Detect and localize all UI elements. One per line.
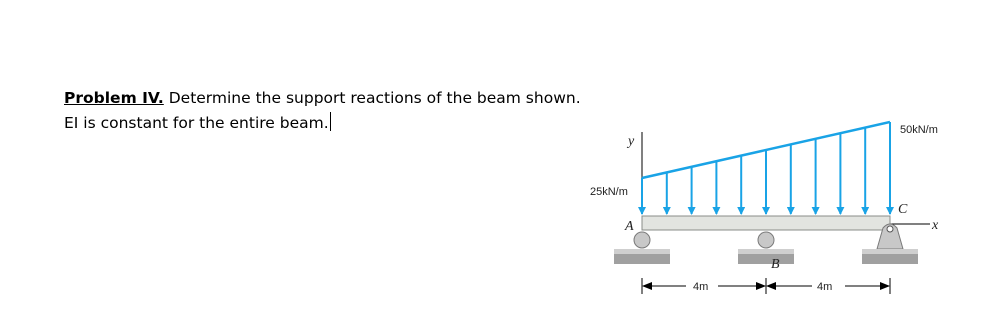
x-axis-label: x (932, 218, 939, 233)
roller-support-a (614, 232, 670, 264)
pin-c-hole (887, 226, 893, 232)
y-axis-label: y (628, 134, 635, 149)
ground-b-top (738, 249, 794, 254)
ground-b (738, 254, 794, 264)
problem-statement: Determine the support reactions of the beam shown. (168, 89, 581, 107)
point-c-label: C (898, 202, 908, 217)
point-b-label: B (771, 257, 780, 272)
roller-a-circle (634, 232, 650, 248)
point-a-label: A (625, 219, 634, 234)
ground-c (862, 254, 918, 264)
distributed-load (642, 122, 890, 214)
dim-left-label: 4m (693, 281, 709, 293)
dim-right-label: 4m (817, 281, 833, 293)
beam (642, 216, 890, 230)
ground-a-top (614, 249, 670, 254)
ground-a (614, 254, 670, 264)
load-right-label: 50kN/m (900, 124, 938, 136)
load-left-label: 25kN/m (590, 186, 628, 198)
problem-label: Problem IV. (64, 89, 164, 107)
roller-support-b (738, 232, 794, 264)
problem-beam-note: EI is constant for the entire beam. (64, 114, 329, 132)
roller-b-circle (758, 232, 774, 248)
ground-c-top (862, 249, 918, 254)
